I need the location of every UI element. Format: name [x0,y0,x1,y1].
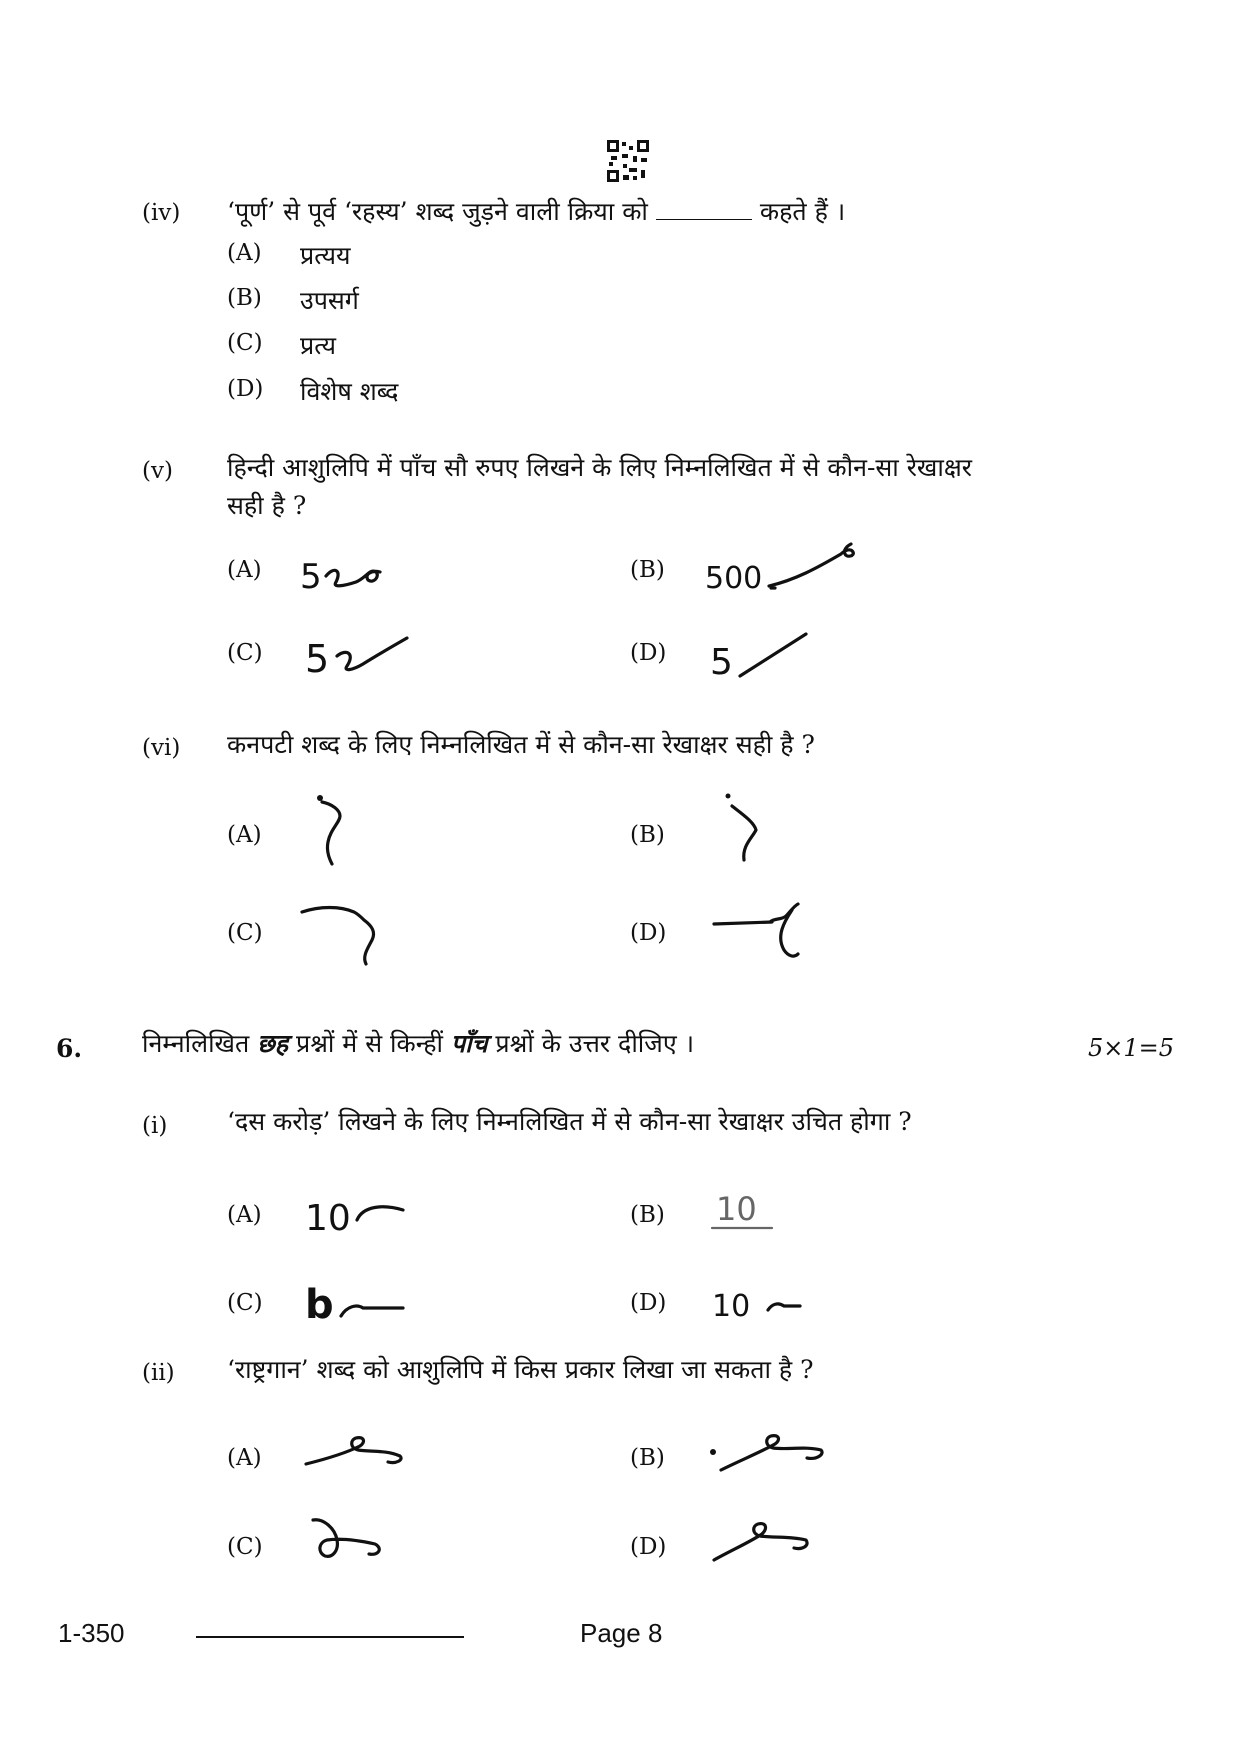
question-text-line2: सही है ? [227,491,307,520]
option-label: (B) [227,285,262,311]
shorthand-option-a [300,548,420,598]
option-label: (D) [630,640,667,666]
question-number: (i) [142,1113,168,1139]
shorthand-option-d [710,628,820,683]
option-label: (D) [227,376,264,402]
shorthand-numeral: 5 [300,557,322,597]
option-label: (D) [630,1290,667,1316]
shorthand-numeral: 5 [710,642,733,683]
paper-code: 1-350 [58,1618,125,1648]
shorthand-option-a [305,1188,415,1238]
question-text-before: ‘पूर्ण’ से पूर्व ‘रहस्य’ शब्द जुड़ने वाली क्रिया को [227,197,648,226]
shorthand-option-b [705,540,875,600]
option-label: (D) [630,920,667,946]
question-text-emphasis: पाँच [450,1029,488,1058]
question-text-post: प्रश्नों के उत्तर दीजिए । [495,1029,695,1058]
option-text: प्रत्यय [300,241,351,270]
option-label: (B) [630,1202,665,1228]
option-label: (A) [227,1202,262,1228]
qr-code [607,140,649,182]
question-text-emphasis: छह [257,1029,289,1058]
question-text: ‘राष्ट्रगान’ शब्द को आशुलिपि में किस प्रकार लिखा जा सकता है ? [227,1355,814,1384]
shorthand-letter: b [305,1282,334,1328]
shorthand-option-b [705,1424,845,1484]
shorthand-option-c [300,900,400,970]
shorthand-option-b [710,1184,800,1234]
shorthand-option-d [710,1510,830,1570]
shorthand-option-b [720,790,780,870]
option-text: प्रत्य [300,331,336,360]
question-text-after: कहते हैं । [759,197,846,226]
question-text: ‘दस करोड़’ लिखने के लिए निम्नलिखित में से कौन-सा रेखाक्षर उचित होगा ? [227,1107,912,1136]
marks-allocation: 5×1=5 [1088,1034,1175,1062]
shorthand-option-a [310,790,370,870]
option-text: विशेष शब्द [300,377,399,406]
footer-divider [196,1636,464,1638]
option-text: उपसर्ग [300,286,359,315]
answer-blank [656,195,752,220]
question-text [142,1026,694,1062]
option-label: (B) [630,822,665,848]
shorthand-numeral: 10 [716,1190,757,1228]
option-label: (D) [630,1534,667,1560]
question-number: (ii) [142,1360,175,1386]
shorthand-numeral: 10 [712,1289,751,1324]
question-number: 6. [56,1034,83,1063]
shorthand-numeral: 10 [305,1198,351,1239]
option-label: (C) [227,1290,263,1316]
option-label: (B) [630,557,665,583]
option-label: (A) [227,1445,262,1471]
option-label: (B) [630,1445,665,1471]
page-number: Page 8 [580,1618,663,1648]
option-label: (C) [227,920,263,946]
shorthand-numeral: 5 [305,637,330,681]
shorthand-option-d [710,898,830,968]
shorthand-option-a [300,1424,420,1479]
option-label: (A) [227,557,262,583]
option-label: (C) [227,1534,263,1560]
option-label: (C) [227,330,263,356]
question-text-mid: प्रश्नों में से किन्हीं [295,1029,443,1058]
question-text-pre: निम्नलिखित [142,1029,250,1058]
question-text: कनपटी शब्द के लिए निम्नलिखित में से कौन-सा रेखाक्षर सही है ? [227,730,815,759]
shorthand-option-c [305,1506,405,1571]
option-label: (A) [227,822,262,848]
shorthand-option-c [305,1272,415,1327]
question-text [227,194,1127,230]
question-number: (iv) [142,200,181,226]
shorthand-numeral: 500 [705,561,763,596]
option-label: (C) [227,640,263,666]
shorthand-option-d [712,1276,812,1326]
option-label: (A) [227,240,262,266]
question-number: (vi) [142,735,181,761]
question-text-line1: हिन्दी आशुलिपि में पाँच सौ रुपए लिखने के लिए निम्नलिखित में से कौन-सा रेखाक्षर [227,453,973,482]
question-number: (v) [142,458,173,484]
shorthand-option-c [305,628,425,681]
